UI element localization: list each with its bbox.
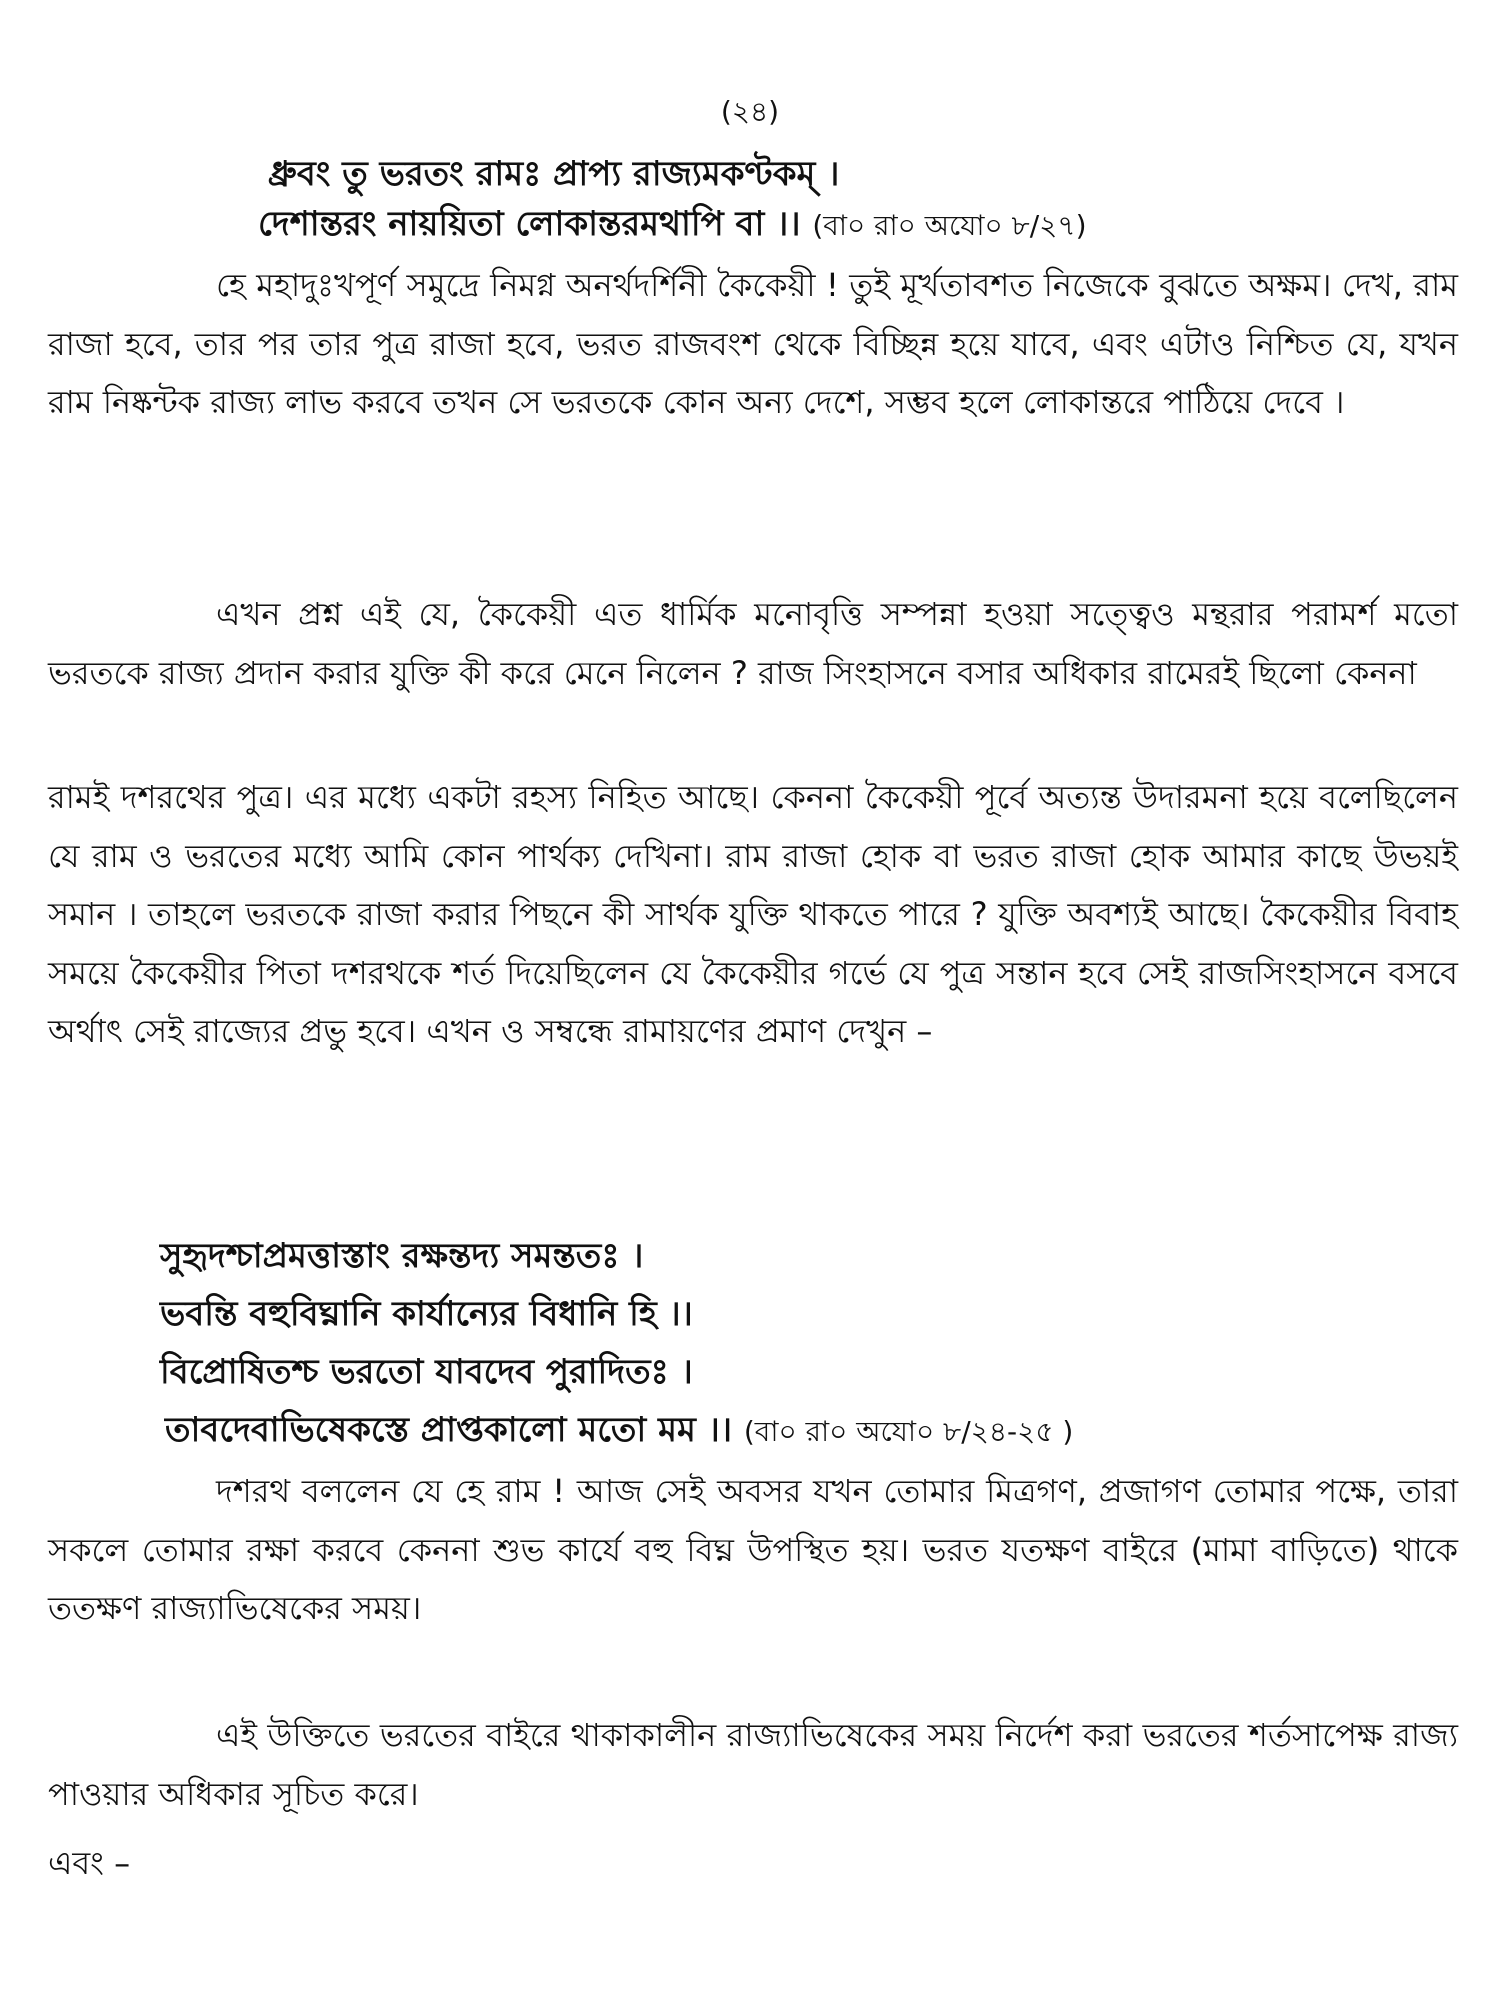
page-number: (২৪) [720,95,780,128]
verse2-line1: সুহৃদশ্চাপ্রমত্তাস্তাং রক্ষন্তদ্য সমন্ততঃ । [160,1236,644,1276]
paragraph-5: এই উক্তিতে ভরতের বাইরে থাকাকালীন রাজ্যাভিষেকের সময় নির্দেশ করা ভরতের শর্তসাপেক্ষ রাজ্য পাওয়ার অধিকার সূচিত করে। [48,1716,1458,1813]
paragraph-3: রামই দশরথের পুত্র। এর মধ্যে একটা রহস্য নিহিত আছে। কেননা কৈকেয়ী পূর্বে অত্যন্ত উদারমনা হয়ে বলেছিলেন যে রাম ও ভরতের মধ্যে আমি কোন পার্থক্য দেখিনা। রাম রাজা হোক বা ভরত রাজা হোক আমার কাছে উভয়ই সমান । তাহলে ভরতকে রাজা করার পিছনে কী সার্থক যুক্তি থাকতে পারে ? যুক্তি অবশ্যই আছে। কৈকেয়ীর বিবাহ সময়ে কৈকেয়ীর পিতা দশরথকে শর্ত দিয়েছিলেন যে কৈকেয়ীর গর্ভে যে পুত্র সন্তান হবে সেই রাজসিংহাসনে বসবে অর্থাৎ সেই রাজ্যের প্রভু হবে। এখন ও সম্বন্ধে রামায়ণের প্রমাণ দেখুন – [48,778,1458,1050]
verse1-line1: ধ্রুবং তু ভরতং রামঃ প্রাপ্য রাজ্যমকণ্টকম্ । [268,154,840,194]
closing-text: এবং – [48,1844,131,1882]
verse2-line3: বিপ্রোষিতশ্চ ভরতো যাবদেব পুরাদিতঃ । [160,1352,693,1392]
verse2-line4: তাবদেবাভিষেকস্তে প্রাপ্তকালো মতো মম ।। [165,1410,732,1450]
verse2-line2: ভবন্তি বহুবিঘ্নানি কার্যান্যের বিধানি হি ।। [160,1294,693,1334]
verse1-reference: (বা০ রা০ অযো০ ৮/২৭) [812,209,1087,242]
verse2-reference: (বা০ রা০ অযো০ ৮/২৪-২৫ ) [743,1415,1074,1448]
paragraph-4: দশরথ বললেন যে হে রাম ! আজ সেই অবসর যখন তোমার মিত্রগণ, প্রজাগণ তোমার পক্ষে, তারা সকলে তোমার রক্ষা করবে কেননা শুভ কার্যে বহু বিঘ্ন উপস্থিত হয়। ভরত যতক্ষণ বাইরে (মামা বাড়িতে) থাকে ততক্ষণ রাজ্যাভিষেকের সময়। [48,1472,1458,1627]
paragraph-1: হে মহাদুঃখপূর্ণ সমুদ্রে নিমগ্ন অনর্থদর্শিনী কৈকেয়ী ! তুই মূর্খতাবশত নিজেকে বুঝতে অক্ষম। দেখ, রাম রাজা হবে, তার পর তার পুত্র রাজা হবে, ভরত রাজবংশ থেকে বিচ্ছিন্ন হয়ে যাবে, এবং এটাও নিশ্চিত যে, যখন রাম নিষ্কন্টক রাজ্য লাভ করবে তখন সে ভরতকে কোন অন্য দেশে, সম্ভব হলে লোকান্তরে পাঠিয়ে দেবে । [48,266,1458,421]
paragraph-2: এখন প্রশ্ন এই যে, কৈকেয়ী এত ধার্মিক মনোবৃত্তি সম্পন্না হওয়া সত্ত্বেও মন্থরার পরামর্শ মতো ভরতকে রাজ্য প্রদান করার যুক্তি কী করে মেনে নিলেন ? রাজ সিংহাসনে বসার অধিকার রামেরই ছিলো কেননা [48,595,1458,692]
verse2-line4-container [165,1406,1073,1456]
verse1-line2-container [258,200,1087,250]
verse1-line2: দেশান্তরং নায়য়িতা লোকান্তরমথাপি বা ।। [258,204,801,244]
